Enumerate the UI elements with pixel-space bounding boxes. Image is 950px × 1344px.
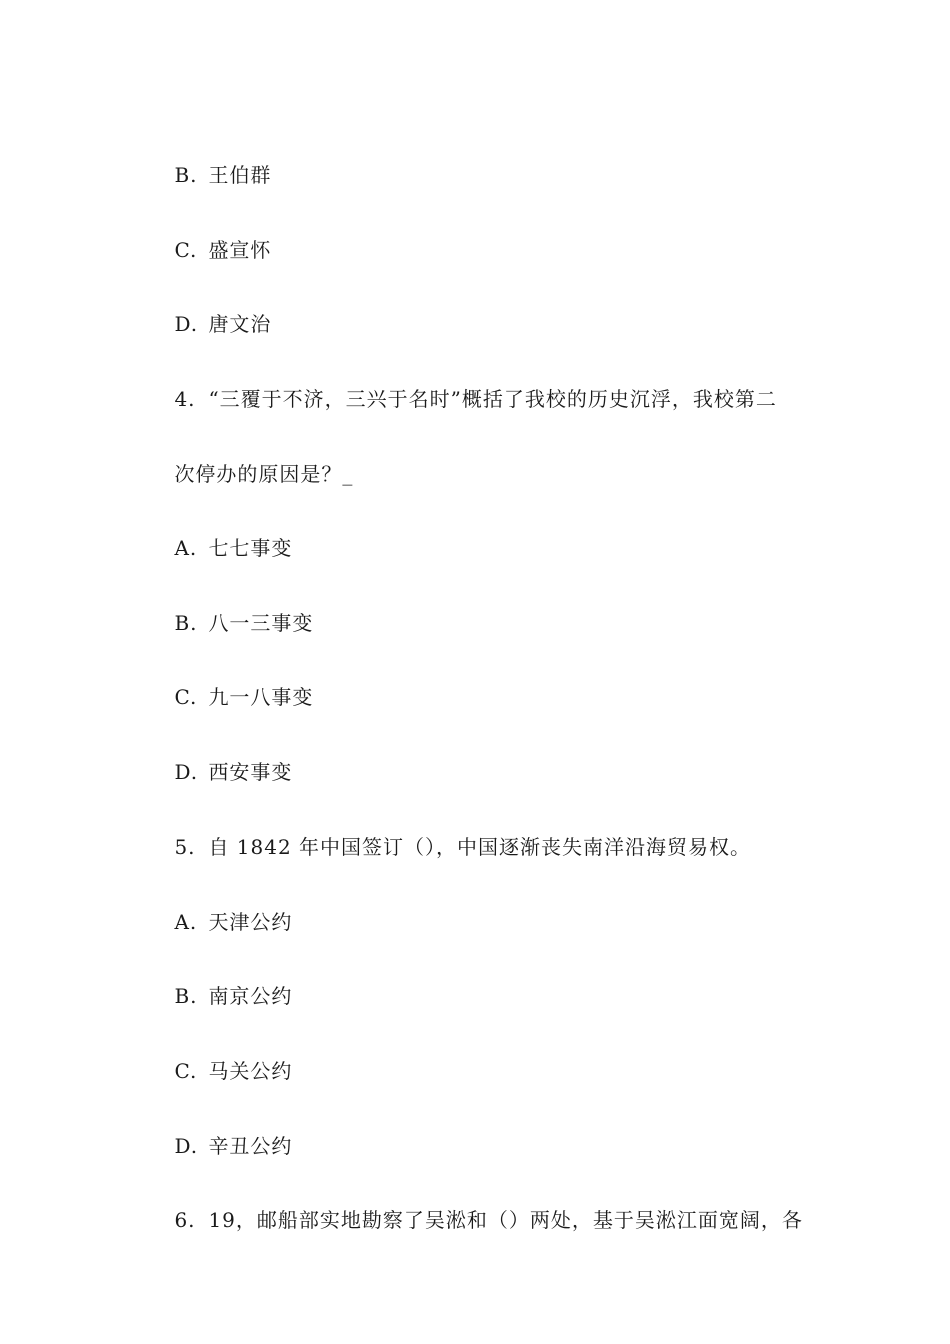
question-number: 5. [174, 835, 196, 859]
option-label: C. [174, 685, 198, 709]
option-text: 唐文治 [208, 312, 272, 336]
q4-option-c [145, 661, 313, 733]
option-text: 西安事变 [208, 760, 293, 784]
option-label: D. [174, 1134, 199, 1158]
question-text: 次停办的原因是？_ [174, 462, 354, 486]
option-label: C. [174, 1059, 198, 1083]
option-text: 盛宣怀 [208, 238, 272, 262]
option-text: 九一八事变 [208, 685, 314, 709]
question-number: 4. [174, 387, 196, 411]
option-label: B. [174, 984, 198, 1008]
option-label: D. [174, 312, 199, 336]
option-label: A. [174, 910, 198, 934]
q5-option-d [145, 1110, 292, 1182]
q5-option-c [145, 1035, 292, 1107]
option-label: B. [174, 163, 198, 187]
question-text: “三覆于不济，三兴于名时”概括了我校的历史沉浮，我校第二 [208, 387, 777, 411]
q6-question [145, 1184, 803, 1256]
option-text: 王伯群 [208, 163, 272, 187]
q4-question-line1 [145, 363, 777, 435]
option-text: 马关公约 [208, 1059, 293, 1083]
option-label: B. [174, 611, 198, 635]
option-text: 七七事变 [208, 536, 293, 560]
option-label: D. [174, 760, 199, 784]
q5-question [145, 811, 751, 883]
q4-option-b [145, 587, 313, 659]
q3-option-d [145, 288, 271, 360]
option-text: 八一三事变 [208, 611, 314, 635]
question-text: 自 1842 年中国签订（），中国逐渐丧失南洋沿海贸易权。 [208, 835, 752, 859]
option-label: C. [174, 238, 198, 262]
option-text: 辛丑公约 [208, 1134, 293, 1158]
q3-option-b [145, 139, 271, 211]
question-text: 19，邮船部实地勘察了吴淞和（）两处，基于吴淞江面宽阔，各 [208, 1208, 803, 1232]
q5-option-a [145, 886, 292, 958]
option-text: 南京公约 [208, 984, 293, 1008]
option-label: A. [174, 536, 198, 560]
q4-question-line2 [145, 438, 353, 510]
q3-option-c [145, 214, 271, 286]
question-number: 6. [174, 1208, 196, 1232]
option-text: 天津公约 [208, 910, 293, 934]
q5-option-b [145, 960, 292, 1032]
q4-option-d [145, 736, 292, 808]
q4-option-a [145, 512, 292, 584]
